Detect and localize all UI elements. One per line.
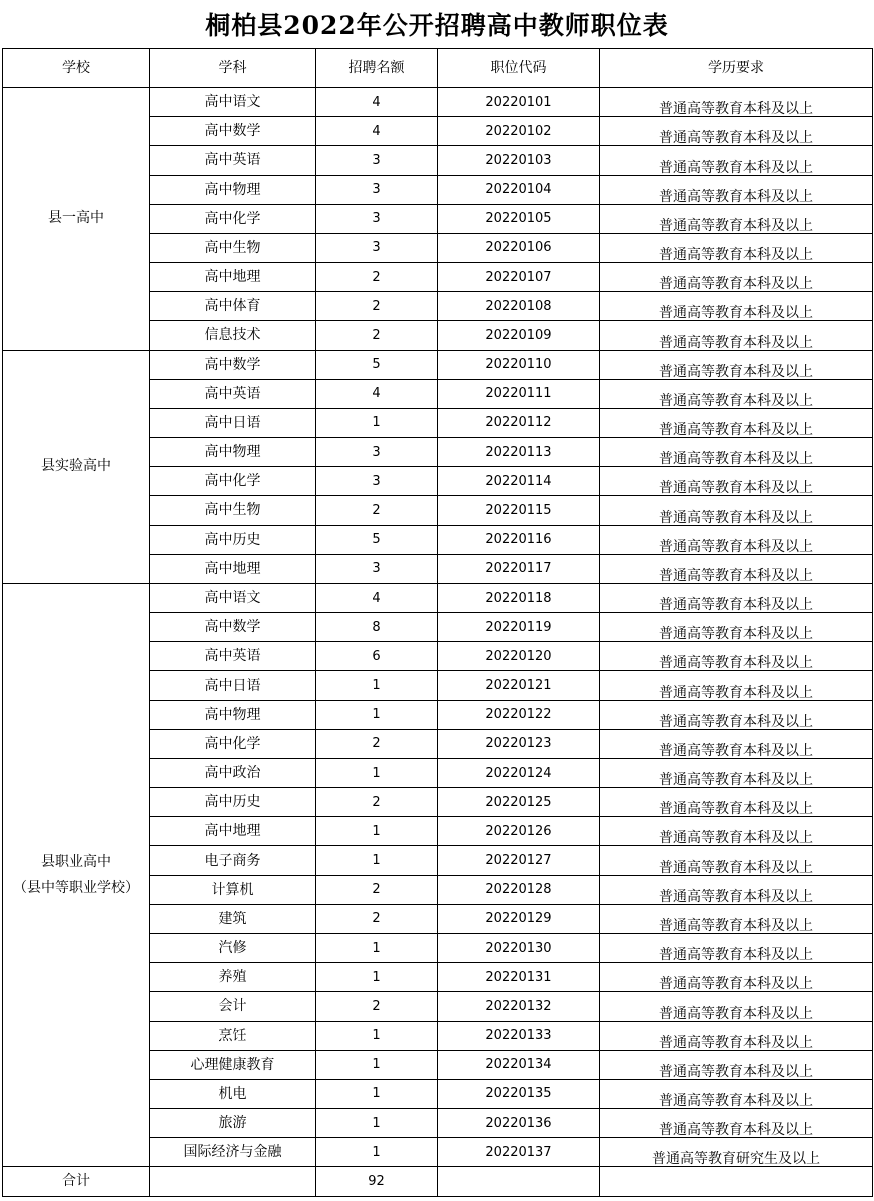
subject-cell: 会计 xyxy=(150,992,316,1021)
education-cell: 普通高等教育本科及以上 xyxy=(600,583,873,612)
code-cell: 20220103 xyxy=(438,146,600,175)
code-cell: 20220106 xyxy=(438,233,600,262)
subject-cell: 高中日语 xyxy=(150,671,316,700)
quota-cell: 1 xyxy=(316,700,438,729)
education-cell: 普通高等教育研究生及以上 xyxy=(600,1138,873,1167)
education-cell: 普通高等教育本科及以上 xyxy=(600,292,873,321)
subject-cell: 高中物理 xyxy=(150,700,316,729)
quota-cell: 2 xyxy=(316,263,438,292)
subject-cell: 高中体育 xyxy=(150,292,316,321)
quota-cell: 3 xyxy=(316,438,438,467)
subject-cell: 高中生物 xyxy=(150,496,316,525)
education-cell: 普通高等教育本科及以上 xyxy=(600,117,873,146)
code-cell: 20220121 xyxy=(438,671,600,700)
quota-cell: 3 xyxy=(316,554,438,583)
subject-cell: 高中历史 xyxy=(150,525,316,554)
education-cell: 普通高等教育本科及以上 xyxy=(600,408,873,437)
subject-cell: 高中英语 xyxy=(150,642,316,671)
education-cell: 普通高等教育本科及以上 xyxy=(600,846,873,875)
header-subject: 学科 xyxy=(150,49,316,88)
subject-cell: 建筑 xyxy=(150,904,316,933)
subject-cell: 电子商务 xyxy=(150,846,316,875)
quota-cell: 1 xyxy=(316,1021,438,1050)
subject-cell: 高中数学 xyxy=(150,117,316,146)
quota-cell: 3 xyxy=(316,175,438,204)
education-cell: 普通高等教育本科及以上 xyxy=(600,1109,873,1138)
code-cell: 20220108 xyxy=(438,292,600,321)
education-cell: 普通高等教育本科及以上 xyxy=(600,1021,873,1050)
quota-cell: 2 xyxy=(316,292,438,321)
education-cell: 普通高等教育本科及以上 xyxy=(600,525,873,554)
subject-cell: 高中化学 xyxy=(150,467,316,496)
quota-cell: 1 xyxy=(316,963,438,992)
code-cell: 20220133 xyxy=(438,1021,600,1050)
education-cell: 普通高等教育本科及以上 xyxy=(600,992,873,1021)
quota-cell: 1 xyxy=(316,817,438,846)
subject-cell: 高中化学 xyxy=(150,204,316,233)
code-cell: 20220130 xyxy=(438,933,600,962)
education-cell: 普通高等教育本科及以上 xyxy=(600,933,873,962)
total-row xyxy=(3,1167,873,1196)
education-cell: 普通高等教育本科及以上 xyxy=(600,963,873,992)
education-cell: 普通高等教育本科及以上 xyxy=(600,321,873,350)
code-cell: 20220131 xyxy=(438,963,600,992)
school-name-cell xyxy=(3,583,150,1166)
education-cell: 普通高等教育本科及以上 xyxy=(600,758,873,787)
subject-cell: 高中物理 xyxy=(150,175,316,204)
quota-cell: 1 xyxy=(316,408,438,437)
quota-cell: 2 xyxy=(316,992,438,1021)
education-cell: 普通高等教育本科及以上 xyxy=(600,671,873,700)
table-row xyxy=(3,88,873,117)
subject-cell: 心理健康教育 xyxy=(150,1050,316,1079)
quota-cell: 2 xyxy=(316,788,438,817)
code-cell: 20220114 xyxy=(438,467,600,496)
subject-cell: 高中语文 xyxy=(150,88,316,117)
code-cell: 20220107 xyxy=(438,263,600,292)
code-cell: 20220101 xyxy=(438,88,600,117)
subject-cell: 旅游 xyxy=(150,1109,316,1138)
code-cell: 20220102 xyxy=(438,117,600,146)
quota-cell: 1 xyxy=(316,671,438,700)
education-cell: 普通高等教育本科及以上 xyxy=(600,175,873,204)
code-cell: 20220129 xyxy=(438,904,600,933)
quota-cell: 4 xyxy=(316,117,438,146)
education-cell: 普通高等教育本科及以上 xyxy=(600,263,873,292)
code-cell: 20220122 xyxy=(438,700,600,729)
quota-cell: 2 xyxy=(316,496,438,525)
code-cell: 20220124 xyxy=(438,758,600,787)
subject-cell: 机电 xyxy=(150,1079,316,1108)
code-cell: 20220109 xyxy=(438,321,600,350)
school-name: 县实验高中 xyxy=(41,458,111,475)
school-name: 县一高中 xyxy=(48,210,104,227)
code-cell: 20220115 xyxy=(438,496,600,525)
quota-cell: 4 xyxy=(316,88,438,117)
subject-cell: 高中语文 xyxy=(150,583,316,612)
subject-cell: 高中物理 xyxy=(150,438,316,467)
quota-cell: 3 xyxy=(316,146,438,175)
code-cell: 20220112 xyxy=(438,408,600,437)
quota-cell: 2 xyxy=(316,875,438,904)
school-name-cell xyxy=(3,88,150,351)
code-cell: 20220128 xyxy=(438,875,600,904)
subject-cell: 高中政治 xyxy=(150,758,316,787)
subject-cell: 汽修 xyxy=(150,933,316,962)
quota-cell: 4 xyxy=(316,379,438,408)
header-school: 学校 xyxy=(3,49,150,88)
education-cell: 普通高等教育本科及以上 xyxy=(600,350,873,379)
code-cell: 20220134 xyxy=(438,1050,600,1079)
quota-cell: 3 xyxy=(316,233,438,262)
education-cell: 普通高等教育本科及以上 xyxy=(600,438,873,467)
quota-cell: 1 xyxy=(316,1079,438,1108)
code-cell: 20220136 xyxy=(438,1109,600,1138)
total-quota: 92 xyxy=(316,1167,438,1196)
code-cell: 20220125 xyxy=(438,788,600,817)
total-label: 合计 xyxy=(3,1167,150,1196)
code-cell: 20220117 xyxy=(438,554,600,583)
code-cell: 20220116 xyxy=(438,525,600,554)
code-cell: 20220123 xyxy=(438,729,600,758)
total-empty-education xyxy=(600,1167,873,1196)
header-row xyxy=(3,49,873,88)
subject-cell: 养殖 xyxy=(150,963,316,992)
quota-cell: 6 xyxy=(316,642,438,671)
table-row xyxy=(3,583,873,612)
code-cell: 20220113 xyxy=(438,438,600,467)
school-name-cell xyxy=(3,350,150,583)
quota-cell: 4 xyxy=(316,583,438,612)
quota-cell: 2 xyxy=(316,904,438,933)
education-cell: 普通高等教育本科及以上 xyxy=(600,1050,873,1079)
subject-cell: 高中历史 xyxy=(150,788,316,817)
table-row xyxy=(3,350,873,379)
subject-cell: 高中数学 xyxy=(150,350,316,379)
quota-cell: 2 xyxy=(316,729,438,758)
code-cell: 20220110 xyxy=(438,350,600,379)
total-empty-subject xyxy=(150,1167,316,1196)
subject-cell: 高中地理 xyxy=(150,554,316,583)
quota-cell: 1 xyxy=(316,1138,438,1167)
education-cell: 普通高等教育本科及以上 xyxy=(600,204,873,233)
subject-cell: 高中生物 xyxy=(150,233,316,262)
education-cell: 普通高等教育本科及以上 xyxy=(600,146,873,175)
education-cell: 普通高等教育本科及以上 xyxy=(600,88,873,117)
education-cell: 普通高等教育本科及以上 xyxy=(600,467,873,496)
education-cell: 普通高等教育本科及以上 xyxy=(600,613,873,642)
code-cell: 20220104 xyxy=(438,175,600,204)
education-cell: 普通高等教育本科及以上 xyxy=(600,700,873,729)
education-cell: 普通高等教育本科及以上 xyxy=(600,496,873,525)
header-quota: 招聘名额 xyxy=(316,49,438,88)
header-education: 学历要求 xyxy=(600,49,873,88)
code-cell: 20220127 xyxy=(438,846,600,875)
code-cell: 20220137 xyxy=(438,1138,600,1167)
education-cell: 普通高等教育本科及以上 xyxy=(600,817,873,846)
subject-cell: 高中地理 xyxy=(150,817,316,846)
education-cell: 普通高等教育本科及以上 xyxy=(600,875,873,904)
quota-cell: 1 xyxy=(316,758,438,787)
education-cell: 普通高等教育本科及以上 xyxy=(600,233,873,262)
subject-cell: 国际经济与金融 xyxy=(150,1138,316,1167)
subject-cell: 高中数学 xyxy=(150,613,316,642)
quota-cell: 3 xyxy=(316,467,438,496)
school-name: 县职业高中 xyxy=(41,853,111,870)
code-cell: 20220119 xyxy=(438,613,600,642)
quota-cell: 1 xyxy=(316,846,438,875)
quota-cell: 5 xyxy=(316,525,438,554)
quota-cell: 8 xyxy=(316,613,438,642)
subject-cell: 计算机 xyxy=(150,875,316,904)
page-title: 桐柏县2022年公开招聘高中教师职位表 xyxy=(205,11,669,40)
school-name-secondary: （县中等职业学校） xyxy=(13,880,139,897)
code-cell: 20220111 xyxy=(438,379,600,408)
code-cell: 20220126 xyxy=(438,817,600,846)
subject-cell: 高中英语 xyxy=(150,379,316,408)
quota-cell: 1 xyxy=(316,933,438,962)
education-cell: 普通高等教育本科及以上 xyxy=(600,554,873,583)
education-cell: 普通高等教育本科及以上 xyxy=(600,642,873,671)
education-cell: 普通高等教育本科及以上 xyxy=(600,788,873,817)
quota-cell: 5 xyxy=(316,350,438,379)
header-code: 职位代码 xyxy=(438,49,600,88)
subject-cell: 高中化学 xyxy=(150,729,316,758)
education-cell: 普通高等教育本科及以上 xyxy=(600,729,873,758)
total-empty-code xyxy=(438,1167,600,1196)
quota-cell: 2 xyxy=(316,321,438,350)
code-cell: 20220135 xyxy=(438,1079,600,1108)
education-cell: 普通高等教育本科及以上 xyxy=(600,1079,873,1108)
subject-cell: 信息技术 xyxy=(150,321,316,350)
subject-cell: 高中地理 xyxy=(150,263,316,292)
education-cell: 普通高等教育本科及以上 xyxy=(600,904,873,933)
positions-table xyxy=(2,48,873,1197)
code-cell: 20220105 xyxy=(438,204,600,233)
quota-cell: 1 xyxy=(316,1050,438,1079)
code-cell: 20220118 xyxy=(438,583,600,612)
education-cell: 普通高等教育本科及以上 xyxy=(600,379,873,408)
code-cell: 20220132 xyxy=(438,992,600,1021)
quota-cell: 1 xyxy=(316,1109,438,1138)
subject-cell: 烹饪 xyxy=(150,1021,316,1050)
subject-cell: 高中日语 xyxy=(150,408,316,437)
subject-cell: 高中英语 xyxy=(150,146,316,175)
quota-cell: 3 xyxy=(316,204,438,233)
code-cell: 20220120 xyxy=(438,642,600,671)
